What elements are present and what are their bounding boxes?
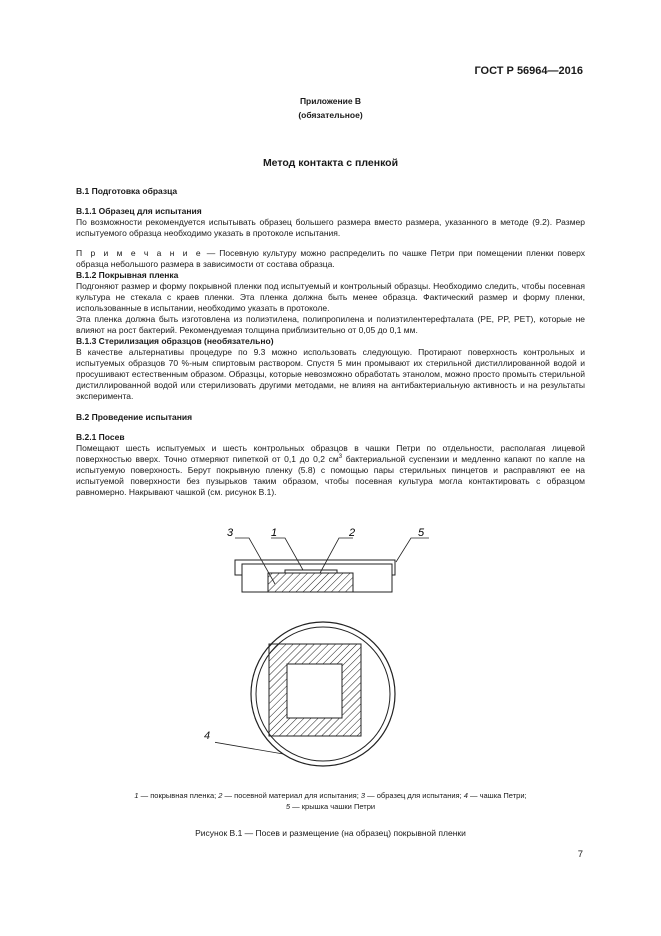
annex-title: Приложение В [299, 96, 362, 106]
side-view [235, 560, 395, 592]
section-b11-heading: В.1.1 Образец для испытания [76, 206, 202, 216]
paragraph: Подгоняют размер и форму покрывной пленки под испытуемый и контрольный образцы. Необходимо следить, чтобы посевная культура не стекала с краев пленки. Эта пленка должна быть менее образца. Фактический размер и форму пленки, использованные в испытании, необходимо указать в протоколе. [76, 281, 585, 313]
cover-film-area [287, 664, 342, 718]
callout-3: 3 [227, 527, 234, 539]
section-b1-heading: В.1 Подготовка образца [76, 186, 178, 196]
page-number: 7 [577, 849, 583, 860]
note [76, 248, 585, 270]
note-label: П р и м е ч а н и е [76, 248, 203, 258]
annex-status: (обязательное) [298, 110, 363, 120]
note-text: — Посевную культуру можно распределить по чашке Петри при помещении пленки поверх образца небольшого размера в зависимости от состава образца. [76, 248, 585, 269]
body-text [76, 186, 585, 498]
petri-dish-drawing [215, 524, 445, 774]
paragraph: Эта пленка должна быть изготовлена из полиэтилена, полипропилена и полиэтилентерефталата (PE, PP, PET), которые не влияют на рост бактерий. Рекомендуемая толщина приблизительно от 0,05 до 0,1 мм. [76, 314, 585, 335]
superscript: 3 [338, 454, 343, 461]
test-sample-section [268, 573, 353, 592]
cover-film-section [285, 570, 337, 573]
callout-4: 4 [204, 730, 211, 742]
paragraph: В качестве альтернативы процедуре по 9.3 можно использовать следующую. Протирают поверхность контрольных и испытуемых образцов 70 %-ным спиртовым раствором. Спустя 5 мин промывают их стерильной дистиллированной водой и просушивают естественным образом. Образцы, которые невозможно обработать этанолом, можно просто промыть стерильной дистиллированной водой или стерилизовать другими методами, не влияя на антибактериальную активность и на результаты эксперимента. [76, 347, 585, 401]
section-b12-heading: В.1.2 Покрывная пленка [76, 270, 179, 280]
figure-b1 [204, 524, 445, 779]
document-title: Метод контакта с пленкой [262, 157, 399, 169]
section-b13-heading: В.1.3 Стерилизация образцов (необязательно) [76, 336, 274, 346]
standard-code: ГОСТ Р 56964—2016 [474, 65, 583, 77]
section-b2-heading: В.2 Проведение испытания [76, 412, 193, 422]
paragraph: По возможности рекомендуется испытывать образец большего размера вместо размера, указанного в методе (9.2). Размер испытуемого образца необходимо указать в протоколе испытания. [76, 217, 585, 238]
plan-view [251, 622, 395, 766]
figure-caption: Рисунок В.1 — Посев и размещение (на образец) покрывной пленки [195, 828, 466, 838]
callout-2: 2 [349, 527, 356, 539]
section-b21-heading: В.2.1 Посев [76, 432, 125, 442]
callout-5: 5 [418, 527, 425, 539]
annex-heading [76, 94, 585, 122]
figure-legend: 1 — покрывная пленка; 2 — посевной материал для испытания; 3 — образец для испытания; 4 — чашка Петри; 5 — крышка чашки Петри [134, 791, 527, 811]
paragraph: Помещают шесть испытуемых и шесть контрольных образцов в чашки Петри по отдельности, располагая лицевой поверхностью вверх. Точно отмеряют пипеткой от 0,1 до 0,2 $см^3$ бактериальной суспензии и медленно капают по капле на испытуемую поверхность. Берут покрывную пленку (5.8) с помощью пары стерильных пинцетов и расправляют ее на испытуемой поверхности без пузырьков таким образом, чтобы посевная культура могла контактировать с образцом равномерно. Накрывают чашкой (см. рисунок В.1). [76, 443, 586, 497]
callout-1: 1 [271, 527, 278, 539]
